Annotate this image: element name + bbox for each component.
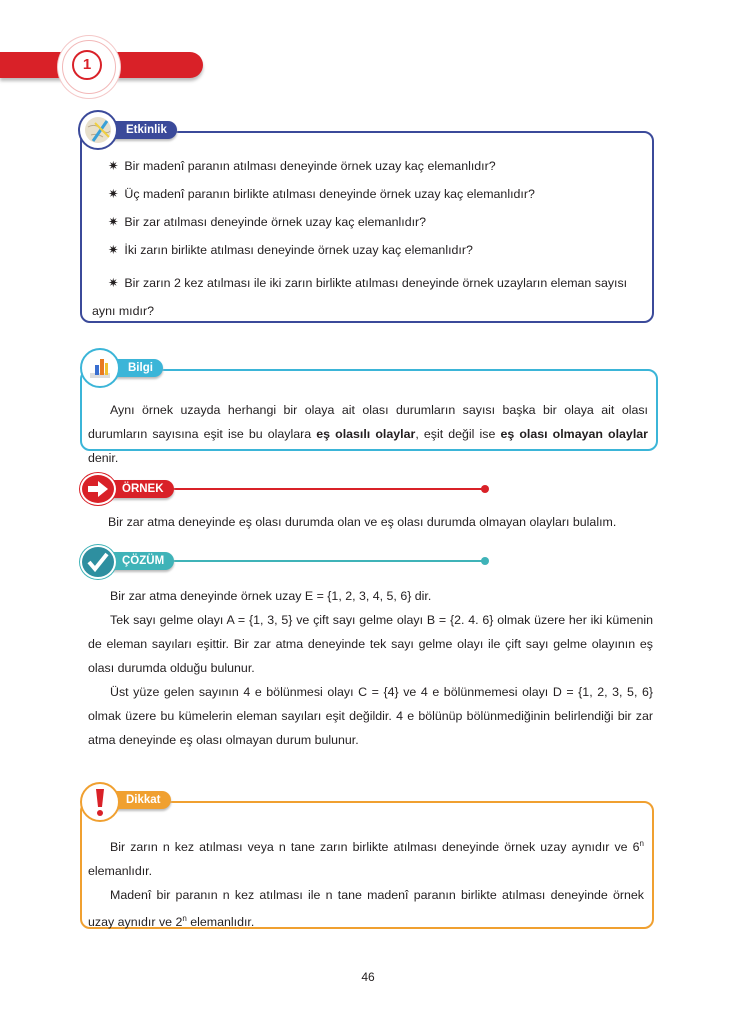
etkinlik-item: ✷ Bir madenî paranın atılması deneyinde örnek uzay kaç elemanlıdır?: [108, 159, 496, 173]
cozum-label: ÇÖZÜM: [100, 552, 174, 570]
cozum-paragraph: Üst yüze gelen sayının 4 e bölünmesi olayı C = {4} ve 4 e bölünmemesi olayı D = {1, 2, 3, 5, 6} olmak üzere bu kümelerin eleman sayıları eşit değildir. 4 e bölünüp bölünmediğinin belirlendiği bir zar atma deneyinde eş olası olmayan durum bulunur.: [88, 685, 653, 747]
cozum-paragraph: Bir zar atma deneyinde örnek uzay E = {1, 2, 3, 4, 5, 6} dir.: [110, 589, 432, 603]
dikkat-text: Bir zarın n kez atılması veya n tane zarın birlikte atılması deneyinde örnek uzay aynıdır ve 6$^n$ elemanlıdır. Madenî bir paranın n kez atılması ile n tane madenî paranın birlikte atılması deneyinde örnek uzay aynıdır ve 2$^n$ elemanlıdır.: [88, 839, 644, 930]
etkinlik-item: ✷ Bir zar atılması deneyinde örnek uzay kaç elemanlıdır?: [108, 215, 427, 229]
cozum-divider: [170, 560, 484, 562]
cozum-text: [88, 584, 653, 752]
dikkat-label: Dikkat: [104, 791, 171, 809]
etkinlik-item: ✷ Üç madenî paranın birlikte atılması deneyinde örnek uzay kaç elemanlıdır?: [108, 187, 535, 201]
ornek-label: ÖRNEK: [100, 480, 174, 498]
etkinlik-item: ✷ İki zarın birlikte atılması deneyinde örnek uzay kaç elemanlıdır?: [108, 243, 473, 257]
compass-map-icon: [78, 110, 118, 150]
checkmark-icon: [80, 545, 116, 579]
etkinlik-label: Etkinlik: [104, 121, 177, 139]
bilgi-text: Aynı örnek uzayda herhangi bir olaya ait olası durumların sayısı başka bir olaya ait olası durumların sayısına eşit ise bu olaylara eş olasılı olaylar, eşit değil ise eş olası olmayan olaylar denir.: [88, 403, 648, 465]
exclamation-icon: [80, 782, 120, 822]
ornek-divider: [170, 488, 484, 490]
ornek-text: Bir zar atma deneyinde eş olası durumda olan ve eş olası durumda olmayan olayları bulalım.: [108, 515, 617, 529]
etkinlik-item: ✷ Bir zarın 2 kez atılması ile iki zarın birlikte atılması deneyinde örnek uzayların eleman sayısı aynı mıdır?: [92, 276, 628, 318]
page-number: 46: [361, 970, 375, 984]
chapter-number-badge: [62, 40, 116, 94]
bilgi-label: Bilgi: [106, 359, 163, 377]
arrow-right-icon: [80, 473, 116, 505]
cozum-divider-dot: [481, 557, 489, 565]
cozum-paragraph: Tek sayı gelme olayı A = {1, 3, 5} ve çift sayı gelme olayı B = {2. 4. 6} olmak üzere her iki kümenin de eleman sayıları eşittir. Bir zar atma deneyinde tek sayı gelme olayı ile çift sayı gelme olayının eş olası durumda olduğu bulunur.: [88, 613, 653, 675]
chapter-number: 1: [72, 50, 102, 80]
bar-chart-icon: [80, 348, 120, 388]
ornek-divider-dot: [481, 485, 489, 493]
